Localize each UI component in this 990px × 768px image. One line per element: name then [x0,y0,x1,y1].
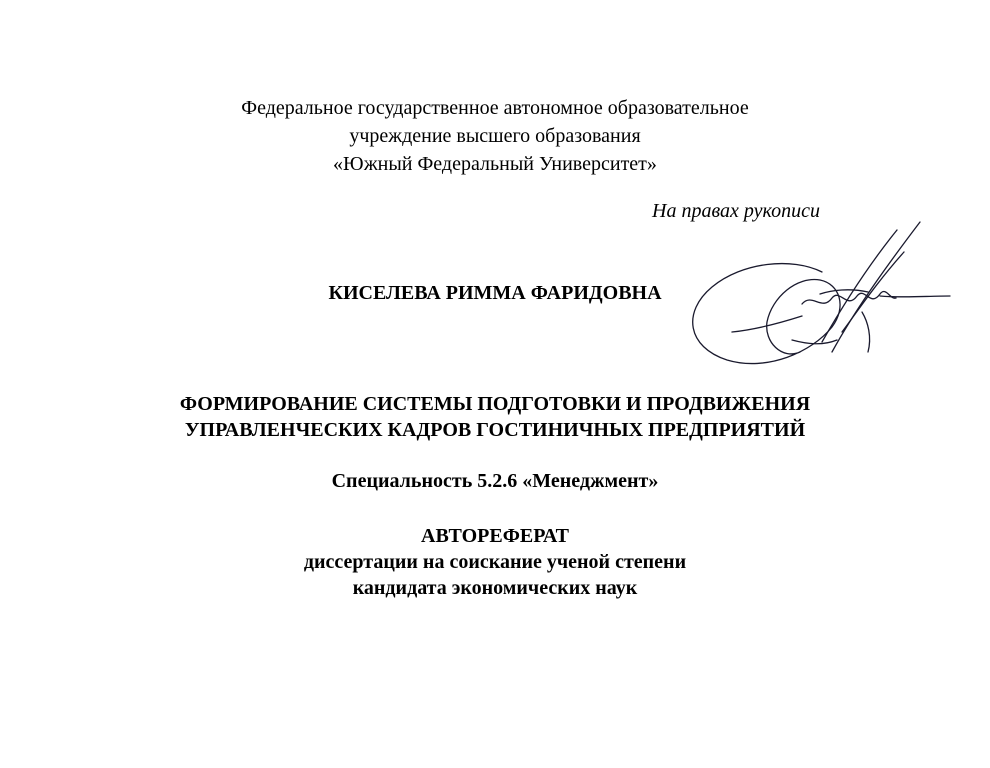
author-name: КИСЕЛЕВА РИММА ФАРИДОВНА [328,282,662,304]
institution-line-3: «Южный Федеральный Университет» [333,153,657,175]
institution-line-1: Федеральное государственное автономное образовательное [241,97,749,119]
degree-line-1: диссертации на соискание ученой степени [303,551,687,573]
dissertation-title [0,391,990,443]
institution-line-2: учреждение высшего образования [349,125,641,147]
manuscript-rights-note: На правах рукописи [652,200,820,222]
abstract-block [0,523,990,601]
institution-header [0,94,990,178]
document-type: АВТОРЕФЕРАТ [421,525,569,547]
specialty-line: Специальность 5.2.6 «Менеджмент» [331,470,659,492]
title-line-2: УПРАВЛЕНЧЕСКИХ КАДРОВ ГОСТИНИЧНЫХ ПРЕДПРИЯТИЙ [184,419,806,441]
degree-line-2: кандидата экономических наук [352,577,638,599]
title-line-1: ФОРМИРОВАНИЕ СИСТЕМЫ ПОДГОТОВКИ И ПРОДВИЖЕНИЯ [179,393,811,415]
